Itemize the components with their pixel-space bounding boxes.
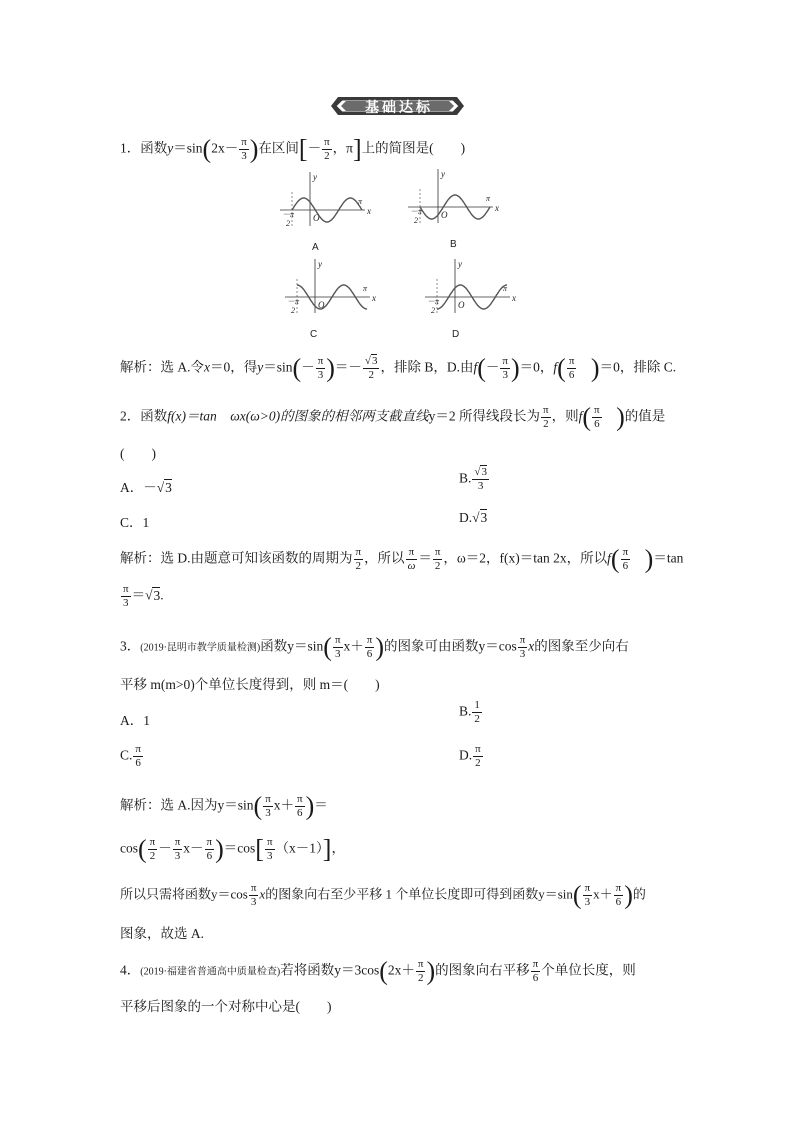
frac-num: π (355, 546, 362, 558)
frac-num: π (297, 793, 303, 805)
graph-D-y-label: y (458, 259, 462, 269)
option-label: C. (120, 747, 133, 763)
q1-y: y (167, 140, 174, 156)
frac-den: 3 (174, 850, 181, 862)
a1-line (120, 355, 676, 382)
frac-pi-2 (473, 743, 483, 770)
a3-eq: ＝ (314, 797, 328, 813)
sqrt-arg: 3 (153, 587, 161, 603)
frac-num: π (622, 546, 629, 558)
paren-close: ) (624, 880, 633, 910)
frac-num: √3 (474, 466, 487, 478)
q4-source: (2019·福建省普通高中质量检查) (140, 966, 281, 978)
frac-den: 3 (477, 480, 484, 492)
paren-close: ) (590, 353, 600, 383)
q1-stem-a: 函数 (140, 140, 168, 156)
a2-eq: ＝ (418, 550, 432, 566)
frac-pi-3 (518, 634, 528, 661)
frac-pi-2 (148, 836, 158, 863)
graph-B-origin: O (441, 210, 448, 220)
frac-num: π (532, 958, 539, 970)
frac-num: π (241, 136, 247, 148)
frac-num: π (135, 743, 141, 755)
frac-num: π (543, 404, 549, 416)
frac-pi-6 (621, 546, 631, 573)
frac-num: 1 (474, 699, 480, 711)
q3-line2: 平移 m(m>0)个单位长度得到，则 m＝( ) (120, 677, 380, 692)
a2-f: f (607, 550, 611, 566)
frac-pi-6 (531, 958, 541, 985)
a3-line2 (120, 836, 345, 863)
sqrt-arg: 3 (481, 466, 487, 478)
frac-pi-2 (541, 404, 551, 431)
graph-C-neg-pi-label: －π (287, 297, 300, 306)
frac-den: 3 (502, 369, 508, 381)
q3-option-a[interactable]: A．1 (120, 713, 150, 728)
a1-end: ＝0，排除 C. (599, 359, 677, 375)
a3-comma: ， (331, 840, 345, 856)
frac-den: 2 (434, 560, 441, 572)
q2-option-c[interactable]: C．1 (120, 515, 150, 530)
frac-num: π (615, 882, 622, 894)
a3-lead: 解析：选 A.因为 (120, 797, 218, 813)
a1-f2: f (553, 359, 558, 375)
q4-line1 (120, 958, 636, 985)
frac-den: 6 (568, 369, 575, 381)
q2-option-b[interactable] (459, 466, 490, 493)
frac-num: π (366, 634, 373, 646)
frac-den: 6 (366, 648, 373, 660)
q1-eq: ＝sin (173, 140, 203, 156)
graph-C-origin: O (318, 300, 325, 310)
frac-den: 3 (266, 850, 273, 862)
q1-arg: 2x－ (211, 140, 239, 156)
frac-1-2 (472, 699, 482, 726)
frac-den: 2 (475, 757, 481, 769)
bracket-open: [ (298, 134, 308, 164)
frac-pi-6 (567, 355, 577, 382)
a2-line2: $\frac{\pi}{3}$ ＝√3. (123, 583, 164, 609)
q3-y: y＝sin (287, 638, 324, 654)
frac-pi-6 (205, 836, 215, 863)
banner-title: 基础达标 (365, 100, 433, 116)
paren-close: ) (510, 353, 520, 383)
a3-line4: 图象，故选 A. (120, 926, 204, 941)
a1-eq0: ＝0，得 (210, 359, 258, 375)
frac-den: 6 (532, 972, 539, 984)
a1-eqneg: ＝－ (334, 359, 362, 375)
frac-den: ω (407, 560, 416, 572)
a3-x: x＋ (593, 886, 613, 902)
frac-num: π (324, 136, 330, 148)
a2-mid2: ，ω＝2，f(x)＝tan 2x，所以 (443, 550, 608, 566)
q2-tail2: 的值是 (624, 408, 666, 424)
q2-fx: f(x)＝tan ωx(ω>0)的图象的相邻两支截直线 (167, 408, 429, 424)
paren-open: ( (292, 353, 302, 383)
a3-de: 的 (632, 886, 646, 902)
frac-den: 2 (324, 150, 330, 162)
paren-open: ( (253, 791, 263, 821)
graph-B-pi-label: π (486, 194, 491, 203)
paren-open: ( (582, 402, 592, 432)
frac-pi-2 (322, 136, 332, 163)
option-label: B. (459, 470, 472, 486)
q3-number: 3． (120, 638, 141, 654)
q3-tail: 的图象至少向右 (534, 638, 629, 654)
a3-cos: cos (120, 840, 138, 856)
frac-pi-3 (265, 836, 275, 863)
frac-den: 3 (250, 896, 257, 908)
frac-den: 6 (297, 807, 303, 819)
a3-xminus: x－ (183, 840, 204, 856)
q1-line (120, 136, 465, 163)
frac-pi-2 (354, 546, 364, 573)
paren-close: ) (326, 353, 335, 383)
q1-graphs (270, 165, 540, 345)
graph-B-half-label: 2 (414, 216, 418, 225)
frac-pi-omega (406, 546, 418, 573)
option-label: A．－ (120, 480, 157, 495)
q3-stem: 函数 (260, 638, 288, 654)
graph-A-half-label: 2 (286, 219, 290, 228)
graph-D-option-label: D (452, 329, 460, 340)
a1-eqsin: ＝sin (263, 359, 293, 375)
frac-pi-2 (433, 546, 443, 573)
paren-close: ) (616, 402, 625, 432)
a2-eq: ＝ (131, 587, 146, 603)
frac-num: π (266, 836, 273, 848)
a1-y: y (257, 359, 264, 375)
paren-open: ( (138, 834, 147, 864)
frac-den: 2 (474, 713, 480, 725)
bracket-open: [ (255, 834, 264, 864)
graph-D-origin: O (458, 300, 465, 310)
frac-pi-6 (133, 743, 143, 770)
graph-D-neg-pi-label: －π (427, 297, 440, 306)
frac-pi-3 (173, 836, 183, 863)
q4-number: 4． (120, 962, 141, 978)
paren-close: ) (249, 134, 259, 164)
frac-den: 3 (123, 597, 129, 609)
graph-B-y-label: y (441, 169, 445, 179)
a1-neg: － (301, 359, 315, 375)
frac-den: 2 (368, 369, 374, 381)
frac-num: π (519, 634, 526, 646)
q4-arg: 2x＋ (387, 962, 415, 978)
sqrt-arg: 3 (480, 510, 488, 525)
q4-line2: 平移后图象的一个对称中心是( ) (120, 999, 332, 1014)
paren-open: ( (323, 632, 332, 662)
a3-ysin: y＝sin (538, 886, 573, 902)
option-label: B. (459, 703, 472, 719)
frac-pi-6 (592, 404, 602, 431)
frac-num: π (334, 634, 341, 646)
paren-close: ) (305, 791, 315, 821)
frac-pi-3 (500, 355, 510, 382)
q4-y: y＝3cos (334, 962, 380, 978)
a3-y: y＝sin (217, 797, 254, 813)
bracket-close: ] (322, 834, 332, 864)
frac-den: 3 (241, 150, 247, 162)
a1-f: f (473, 359, 478, 375)
graph-D-x-label: x (512, 293, 516, 303)
section-banner (330, 95, 465, 117)
frac-den: 6 (594, 418, 600, 430)
sqrt-arg: 3 (371, 355, 378, 367)
a3-line3: 所以只需将函数y＝cos $\frac{\pi}{3}$ x的图象向右至少平移 1 个单位长度即可得到函数y＝sin( $\frac{\pi}{3}$ x＋ $\frac{\pi}{6}$ )的 (120, 880, 646, 910)
graph-A-origin: O (313, 213, 320, 223)
a3-minus: － (158, 840, 172, 856)
frac-pi-6 (614, 882, 624, 909)
frac-pi-3 (249, 882, 259, 909)
q1-neg: － (307, 140, 322, 156)
q3-source: (2019·昆明市教学质量检测) (140, 642, 261, 654)
q2-y2: y＝2 所得线段长为 (428, 408, 541, 424)
frac-pi-3 (263, 793, 273, 820)
frac-num: π (174, 836, 181, 848)
q3-option-d[interactable] (459, 743, 484, 770)
frac-den: 2 (355, 560, 362, 572)
a3-line1 (120, 793, 328, 820)
frac-pi-3 (121, 583, 131, 610)
q2-option-a[interactable]: A．－√3 (120, 480, 172, 495)
frac-pi-3 (583, 882, 593, 909)
frac-den: 2 (149, 850, 156, 862)
graph-C-option-label: C (310, 329, 318, 340)
q2-line (120, 404, 665, 431)
paren-open: ( (557, 353, 566, 383)
q3-line1: 3．(2019·昆明市教学质量检测)函数y＝sin( $\frac{\pi}{3}$ x＋ $\frac{\pi}{6}$ )的图象可由函数y＝cos $\frac{\pi}{3}$ x的图象至少向右 (120, 632, 629, 662)
frac-num: π (406, 546, 418, 560)
a1-lead: 解析：选 A.令 (120, 359, 204, 375)
a2-line1 (120, 546, 683, 573)
frac-den: 6 (206, 850, 213, 862)
q4-stem: 若将函数 (280, 962, 335, 978)
a2-mid: ，所以 (364, 550, 405, 566)
graph-C-half-label: 2 (291, 306, 295, 315)
graph-C-y-label: y (318, 259, 322, 269)
paren-open: ( (477, 353, 486, 383)
q3-option-b[interactable] (459, 699, 483, 726)
graph-A-y-label: y (313, 172, 317, 182)
frac-den: 2 (543, 418, 549, 430)
q4-tail: 个单位长度，则 (541, 962, 636, 978)
q2-number: 2． (120, 408, 141, 424)
paren-open: ( (379, 956, 388, 986)
q3-ycos: y＝cos (478, 638, 517, 654)
frac-num: π (206, 836, 213, 848)
graph-B-x-label: x (495, 203, 499, 213)
a3-x: x＋ (273, 797, 294, 813)
frac-den: 3 (519, 648, 526, 660)
graph-A-neg-pi-label: －π (282, 210, 295, 219)
frac-num: π (502, 355, 508, 367)
q1-number: 1． (120, 140, 141, 156)
q2-stem: 函数 (140, 408, 168, 424)
q3-mid: 的图象可由函数 (383, 638, 479, 654)
q3-x: x＋ (343, 638, 364, 654)
frac-pi-6 (295, 793, 305, 820)
a3-line3b: 的图象向右至少平移 1 个单位长度即可得到函数 (265, 886, 539, 902)
a2-dot: . (160, 587, 164, 603)
frac-num: π (317, 355, 324, 367)
option-label: D. (459, 747, 473, 763)
a3-xm1: （x－1） (275, 840, 323, 856)
graph-D-half-label: 2 (431, 306, 435, 315)
a1-x: x (204, 359, 210, 375)
q2-paren: ( ) (120, 446, 156, 461)
option-label: D. (459, 510, 473, 525)
paren-open: ( (610, 544, 620, 574)
frac-sqrt3-2 (363, 355, 380, 382)
frac-den: 2 (417, 972, 424, 984)
graph-C-pi-label: π (363, 284, 368, 293)
frac-den: 6 (135, 757, 141, 769)
a3-line3a: 所以只需将函数 (120, 886, 212, 902)
frac-num: π (594, 404, 600, 416)
a3-eqcos: ＝cos (223, 840, 256, 856)
q1-stem-c: 上的简图是( ) (361, 140, 466, 156)
graph-B-neg-pi-label: －π (410, 207, 423, 216)
graph-B-option-label: B (450, 239, 457, 250)
paren-close: ) (426, 956, 436, 986)
graph-D-pi-label: π (503, 284, 508, 293)
frac-pi-6 (365, 634, 375, 661)
frac-num: π (250, 882, 257, 894)
frac-den: 3 (265, 807, 271, 819)
paren-open: ( (572, 880, 582, 910)
a2-lead: 解析：选 D.由题意可知该函数的周期为 (120, 550, 353, 566)
paren-close: ) (375, 632, 384, 662)
graph-A-pi-label: π (358, 197, 363, 206)
frac-num: π (265, 793, 271, 805)
q4-mid: 的图象向右平移 (435, 962, 530, 978)
frac-den: 6 (615, 896, 622, 908)
q3-option-c[interactable] (120, 743, 144, 770)
q1-comma-pi: ，π (332, 140, 353, 156)
paren-open: ( (202, 134, 212, 164)
frac-num: π (434, 546, 441, 558)
frac-den: 3 (334, 648, 341, 660)
frac-num: π (149, 836, 156, 848)
q2-f: f (578, 408, 583, 424)
paren-close: ) (215, 834, 224, 864)
frac-den: 3 (317, 369, 324, 381)
frac-num: π (584, 882, 591, 894)
frac-pi-3 (333, 634, 343, 661)
frac-pi-3 (316, 355, 326, 382)
a2-end: ＝tan (653, 550, 684, 566)
frac-num: π (123, 583, 129, 595)
a1-rest: ，排除 B，D.由 (380, 359, 474, 375)
bracket-close: ] (352, 134, 362, 164)
frac-num: π (568, 355, 575, 367)
sqrt-arg: 3 (165, 480, 172, 495)
frac-sqrt3-3 (472, 466, 489, 493)
frac-num: √3 (364, 355, 378, 367)
frac-num: π (475, 743, 481, 755)
frac-pi-3 (239, 136, 249, 163)
q1-stem-b: 在区间 (258, 140, 299, 156)
paren-close: ) (644, 544, 654, 574)
a1-neg2: － (485, 359, 500, 375)
q2-option-d[interactable]: D.√3 (459, 510, 488, 525)
graph-A-option-label: A (312, 242, 319, 253)
frac-den: 3 (584, 896, 591, 908)
graph-C-x-label: x (372, 293, 376, 303)
frac-num: π (417, 958, 424, 970)
graph-A-x-label: x (367, 206, 371, 216)
a3-ycos: y＝cos (211, 886, 248, 902)
a1-eq00: ＝0， (519, 359, 554, 375)
q2-tail: ，则 (551, 408, 579, 424)
frac-pi-2 (416, 958, 426, 985)
frac-den: 6 (622, 560, 629, 572)
